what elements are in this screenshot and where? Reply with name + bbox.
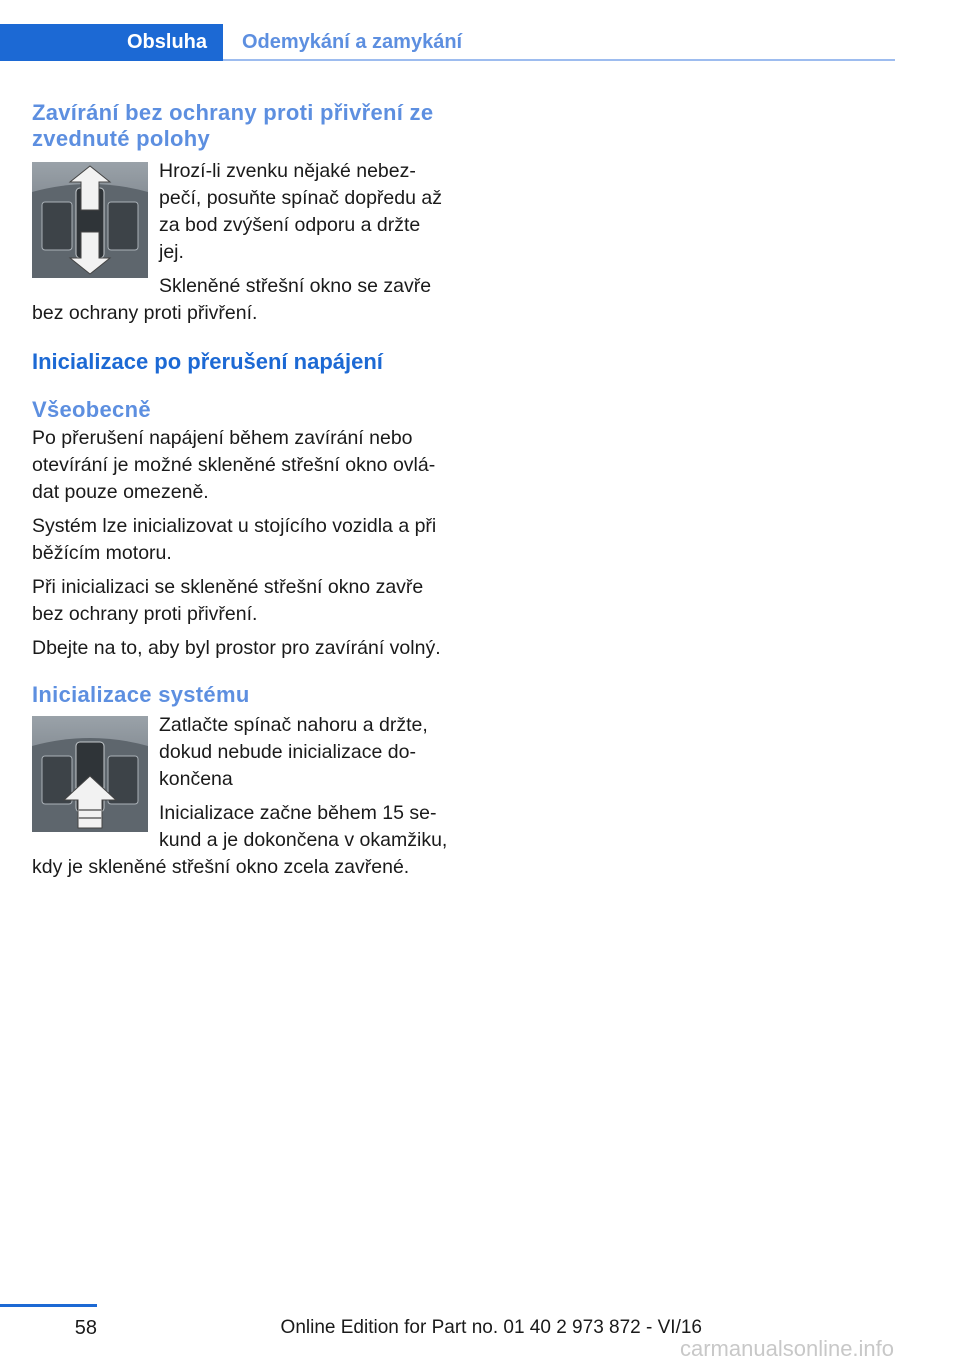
heading-system-initialization: Inicializace systému	[32, 682, 250, 707]
page-header	[0, 24, 895, 62]
section2-block	[32, 712, 450, 881]
header-divider	[223, 59, 895, 61]
roof-switch-up-arrow-icon	[32, 716, 148, 832]
heading-initialization: Inicializace po přerušení napájení	[32, 349, 383, 374]
roof-switch-forward-arrow-icon	[32, 162, 148, 278]
page-content	[32, 100, 450, 881]
footer-divider	[0, 1304, 97, 1307]
general-paragraph-2: Systém lze inicializovat u stojícího vozidla a při běžícím motoru.	[32, 515, 437, 564]
general-paragraph-4: Dbejte na to, aby byl prostor pro zavírání volný.	[32, 637, 441, 659]
watermark: carmanualsonline.info	[680, 1336, 895, 1361]
section1-paragraph-1: Hrozí-li zvenku nějaké nebezpečí, posuňte spínač dopředu až za bod zvýšení odporu a držte jej.	[159, 160, 442, 263]
edition-text: Online Edition for Part no. 01 40 2 973 872 - VI/16	[280, 1317, 702, 1338]
init-paragraph-2: Inicializace začne během 15 sekund a je dokončena v okamžiku, kdy je skleněné střešní okno zcela zavřené.	[32, 802, 448, 878]
heading-closing-without-protection: Zavírání bez ochrany proti přivření ze zvednuté polohy	[32, 100, 434, 151]
general-paragraph-3: Při inicializaci se skleněné střešní okno zavře bez ochrany proti přivření.	[32, 576, 424, 625]
general-paragraph-1: Po přerušení napájení během zavírání nebo otevírání je možné skleněné střešní okno ovládat pouze omezeně.	[32, 427, 436, 503]
page-number: 58	[74, 1317, 97, 1339]
section1-paragraph-2: Skleněné střešní okno se zavře bez ochrany proti přivření.	[32, 275, 432, 324]
tab-odemykani[interactable]: Odemykání a zamykání	[242, 31, 463, 53]
section1-block	[32, 158, 450, 327]
tab-obsluha[interactable]: Obsluha	[0, 24, 223, 61]
heading-general: Všeobecně	[32, 397, 151, 422]
init-paragraph-1: Zatlačte spínač nahoru a držte, dokud nebude inicializace dokončena	[159, 714, 428, 790]
